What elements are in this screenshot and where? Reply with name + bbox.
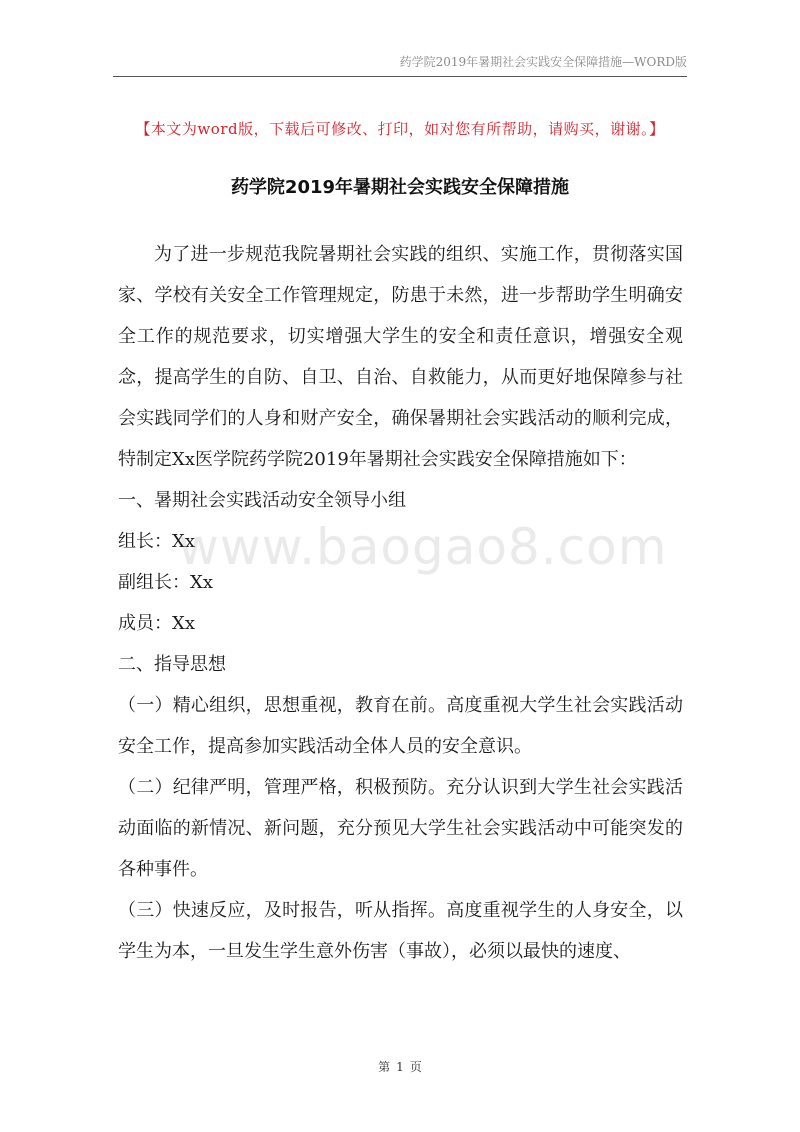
- section-heading-leadership: 一、暑期社会实践活动安全领导小组: [118, 490, 406, 511]
- document-title: 药学院2019年暑期社会实践安全保障措施: [230, 177, 570, 198]
- document-body: [118, 234, 683, 972]
- team-leader-line: 组长：Xx: [118, 531, 195, 552]
- page-number: 1: [396, 1060, 404, 1074]
- guideline-paragraph-3: （三）快速反应，及时报告，听从指挥。高度重视学生的人身安全，以学生为本，一旦发生学生意外伤害（事故），必须以最快的速度、: [118, 900, 683, 962]
- page-footer: [0, 1058, 800, 1075]
- deputy-leader-line: 副组长：Xx: [118, 572, 213, 593]
- members-line: 成员：Xx: [118, 613, 195, 634]
- guideline-paragraph-2: （二）纪律严明，管理严格，积极预防。充分认识到大学生社会实践活动面临的新情况、新问题，充分预见大学生社会实践活动中可能突发的各种事件。: [118, 777, 683, 880]
- page-suffix: 页: [409, 1060, 422, 1074]
- running-header: [113, 52, 687, 77]
- download-notice: 【本文为word版，下载后可修改、打印，如对您有所帮助，请购买，谢谢。】: [135, 120, 665, 138]
- running-header-title: 药学院2019年暑期社会实践安全保障措施—WORD版: [399, 55, 687, 69]
- guideline-paragraph-1: （一）精心组织，思想重视，教育在前。高度重视大学生社会实践活动安全工作，提高参加实践活动全体人员的安全意识。: [118, 695, 683, 757]
- section-heading-guiding-ideology: 二、指导思想: [118, 654, 226, 675]
- intro-paragraph: 为了进一步规范我院暑期社会实践的组织、实施工作，贯彻落实国家、学校有关安全工作管理规定，防患于未然，进一步帮助学生明确安全工作的规范要求，切实增强大学生的安全和责任意识，增强安全观念，提高学生的自防、自卫、自治、自救能力，从而更好地保障参与社会实践同学们的人身和财产安全，确保暑期社会实践活动的顺利完成，特制定Xx医学院药学院2019年暑期社会实践安全保障措施如下：: [118, 244, 683, 470]
- watermark: www.baogao8.com: [178, 518, 668, 576]
- page-prefix: 第: [378, 1060, 391, 1074]
